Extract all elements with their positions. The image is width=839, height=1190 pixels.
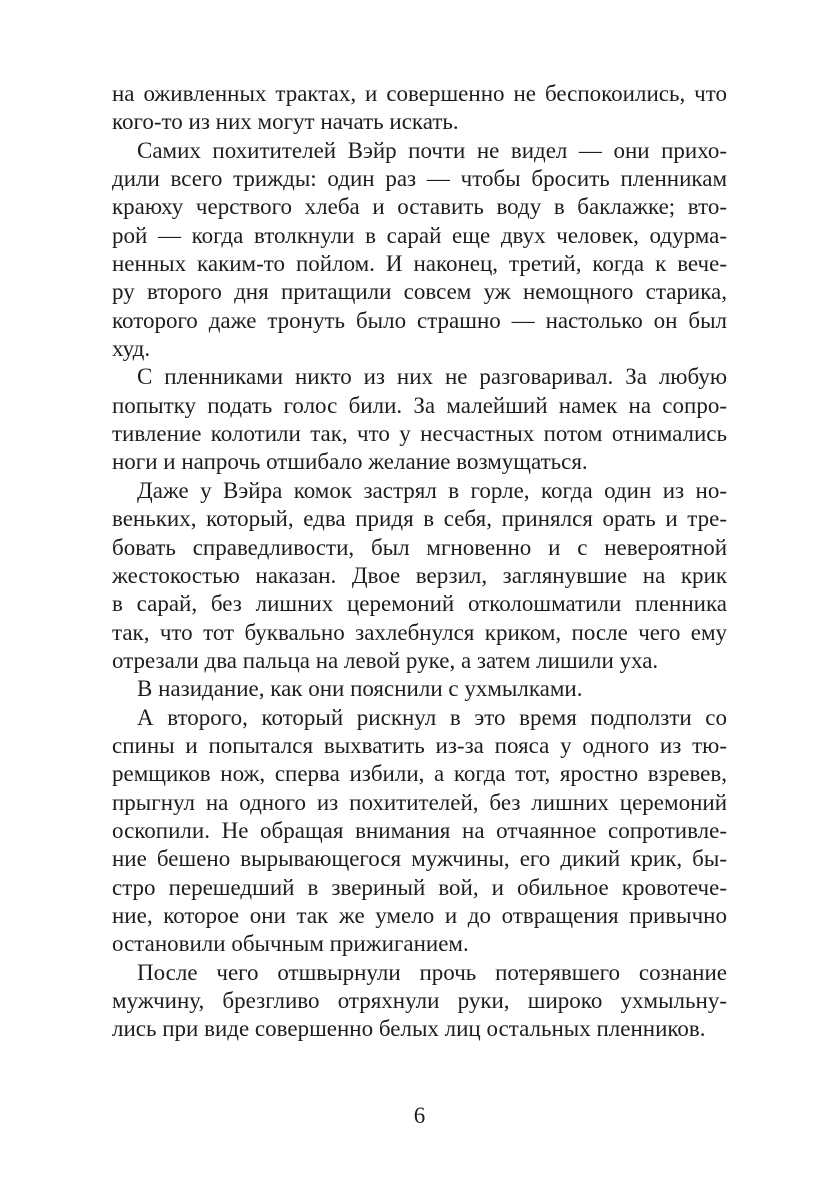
text-line: оскопили. Не обращая внимания на отчаянное сопротивле- xyxy=(112,817,727,843)
paragraph xyxy=(112,363,727,476)
text-line: А второго, который рискнул в это время подползти со xyxy=(137,704,727,730)
text-line: спины и попытался выхватить из-за пояса у одного из тю- xyxy=(112,732,727,758)
text-line: После чего отшвырнули прочь потерявшего сознание xyxy=(137,959,727,985)
paragraph xyxy=(112,704,727,959)
paragraph xyxy=(112,137,727,364)
text-line: остановили обычным прижиганием. xyxy=(112,931,469,957)
text-line: так, что тот буквально захлебнулся криком, после чего ему xyxy=(112,619,727,645)
text-line: мужчину, брезгливо отряхнули руки, широко ухмыльну- xyxy=(112,988,727,1013)
text-line: которого даже тронуть было страшно — настолько он был xyxy=(112,307,727,333)
text-line: отрезали два пальца на левой руке, а затем лишили уха. xyxy=(112,647,659,673)
text-line: ремщиков нож, сперва избили, а когда тот, яростно взревев, xyxy=(112,761,727,787)
paragraph xyxy=(112,675,727,703)
text-line: кого-то из них могут начать искать. xyxy=(112,109,459,135)
paragraph xyxy=(112,959,727,1044)
text-line: жестокостью наказан. Двое верзил, заглянувшие на крик xyxy=(112,562,727,588)
text-line: краюху черствого хлеба и оставить воду в баклажке; вто- xyxy=(112,194,727,220)
text-line: ру второго дня притащили совсем уж немощного старика, xyxy=(112,279,727,305)
text-line: бовать справедливости, был мгновенно и с невероятной xyxy=(112,534,727,560)
paragraph xyxy=(112,80,727,137)
text-line: лись при виде совершенно белых лиц остальных пленников. xyxy=(112,1016,706,1042)
text-line: Даже у Вэйра комок застрял в горле, когда один из но- xyxy=(137,477,727,503)
text-line: на оживленных трактах, и совершенно не беспокоились, что xyxy=(112,81,727,106)
text-line: в сарай, без лишних церемоний отколошматили пленника xyxy=(112,591,727,617)
text-line: ние, которое они так же умело и до отвращения привычно xyxy=(112,902,727,928)
text-line: худ. xyxy=(112,336,151,362)
page-text xyxy=(112,80,727,1044)
text-line: Самих похитителей Вэйр почти не видел — они прихо- xyxy=(137,137,727,163)
text-line: тивление колотили так, что у несчастных потом отнимались xyxy=(112,421,727,447)
text-line: ненных каким-то пойлом. И наконец, третий, когда к вече- xyxy=(112,251,727,277)
text-line: рой — когда втолкнули в сарай еще двух человек, одурма- xyxy=(112,222,727,248)
text-line: веньких, который, едва придя в себя, принялся орать и тре- xyxy=(112,506,727,532)
text-line: прыгнул на одного из похитителей, без лишних церемоний xyxy=(112,789,727,815)
text-line: ние бешено вырывающегося мужчины, его дикий крик, бы- xyxy=(112,846,727,872)
page-number: 6 xyxy=(413,1103,426,1128)
text-line: дили всего трижды: один раз — чтобы бросить пленникам xyxy=(112,166,727,192)
text-line: попытку подать голос били. За малейший намек на сопро- xyxy=(112,392,727,418)
text-line: С пленниками никто из них не разговаривал. За любую xyxy=(137,364,727,390)
text-line: ноги и напрочь отшибало желание возмущаться. xyxy=(112,449,588,475)
text-line: В назидание, как они пояснили с ухмылками. xyxy=(137,676,583,702)
text-line: стро перешедший в звериный вой, и обильное кровотече- xyxy=(112,874,727,900)
paragraph xyxy=(112,477,727,675)
